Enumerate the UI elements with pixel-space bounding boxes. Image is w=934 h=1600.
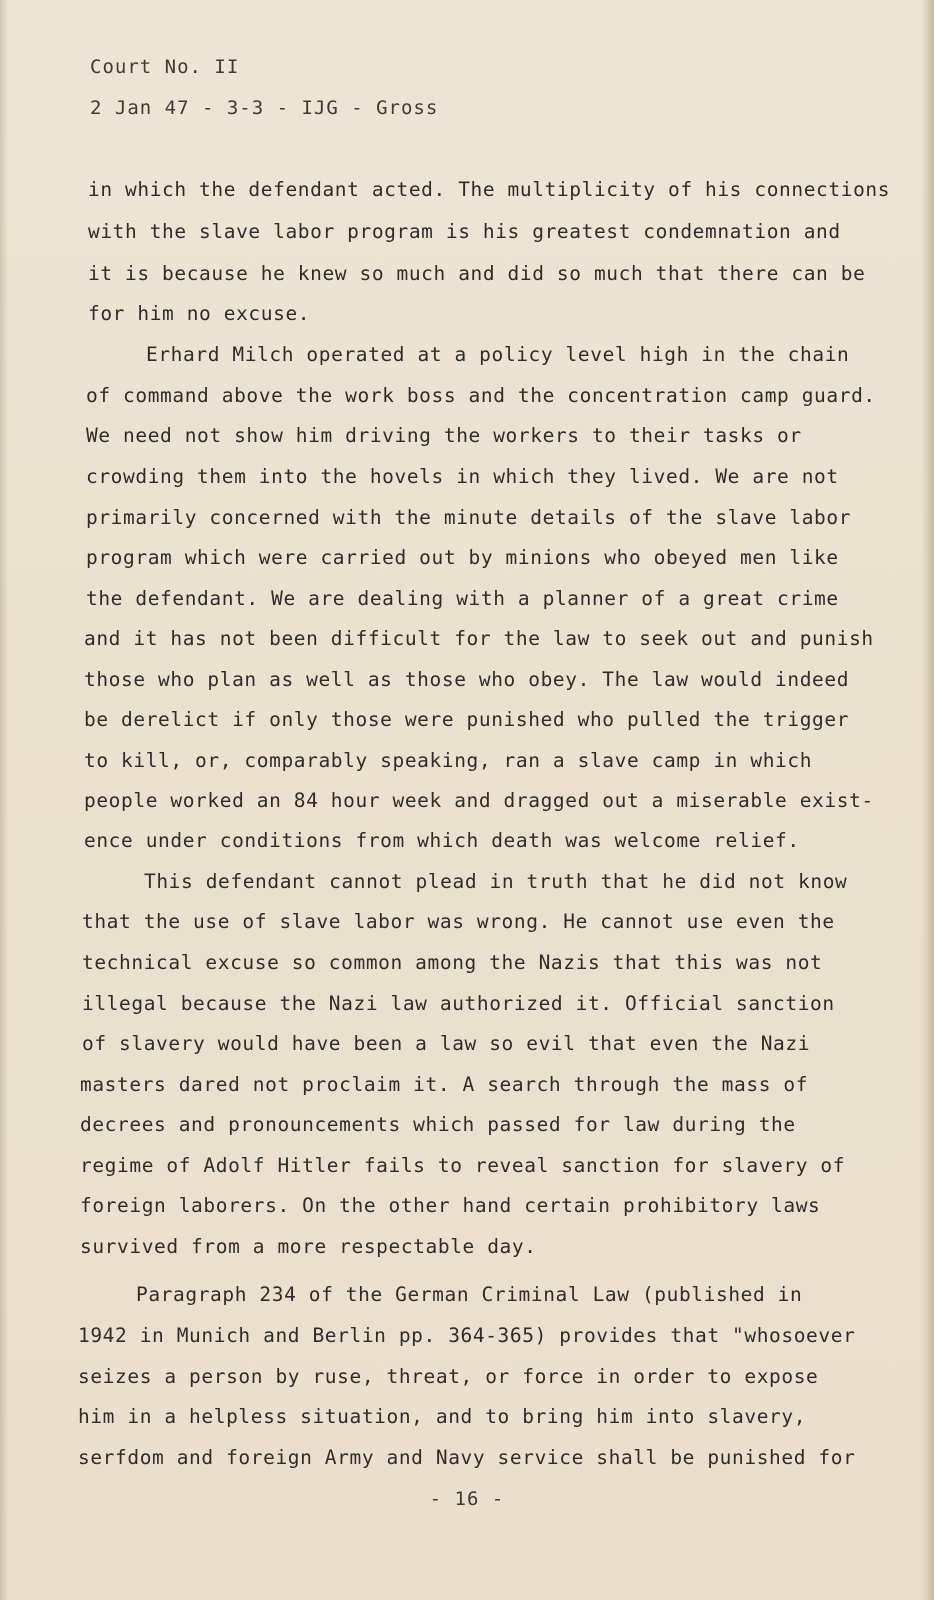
page-number: - 16 - bbox=[429, 1488, 505, 1510]
text-line: seizes a person by ruse, threat, or force in order to expose bbox=[78, 1365, 819, 1388]
text-line: technical excuse so common among the Nazis that this was not bbox=[82, 951, 823, 974]
text-line: with the slave labor program is his greatest condemnation and bbox=[88, 220, 841, 243]
text-line: of command above the work boss and the concentration camp guard. bbox=[86, 384, 876, 407]
text-line: that the use of slave labor was wrong. He cannot use even the bbox=[82, 910, 835, 933]
text-line: masters dared not proclaim it. A search through the mass of bbox=[80, 1073, 809, 1096]
text-line: him in a helpless situation, and to bring him into slavery, bbox=[78, 1405, 807, 1428]
text-line: those who plan as well as those who obey. The law would indeed bbox=[84, 668, 850, 691]
page-left-shadow bbox=[0, 0, 8, 1600]
session-header: 2 Jan 47 - 3-3 - IJG - Gross bbox=[90, 97, 439, 119]
text-line: the defendant. We are dealing with a planner of a great crime bbox=[86, 587, 839, 610]
text-line: This defendant cannot plead in truth that he did not know bbox=[144, 870, 848, 893]
text-line: foreign laborers. On the other hand certain prohibitory laws bbox=[80, 1194, 821, 1217]
text-line: regime of Adolf Hitler fails to reveal sanction for slavery of bbox=[80, 1154, 846, 1177]
text-line: for him no excuse. bbox=[88, 302, 311, 325]
text-line: decrees and pronouncements which passed for law during the bbox=[80, 1113, 796, 1136]
text-line: and it has not been difficult for the law to seek out and punish bbox=[84, 627, 874, 650]
text-line: Erhard Milch operated at a policy level high in the chain bbox=[146, 343, 850, 366]
text-line: crowding them into the hovels in which they lived. We are not bbox=[86, 465, 839, 488]
text-line: ence under conditions from which death was welcome relief. bbox=[84, 829, 800, 852]
text-line: to kill, or, comparably speaking, ran a slave camp in which bbox=[84, 749, 813, 772]
text-line: it is because he knew so much and did so much that there can be bbox=[88, 262, 866, 285]
text-line: people worked an 84 hour week and dragged out a miserable exist- bbox=[84, 789, 874, 812]
text-line: be derelict if only those were punished who pulled the trigger bbox=[84, 708, 850, 731]
text-line: Paragraph 234 of the German Criminal Law (published in bbox=[136, 1283, 803, 1306]
text-line: primarily concerned with the minute details of the slave labor bbox=[86, 506, 852, 529]
text-line: of slavery would have been a law so evil that even the Nazi bbox=[82, 1032, 811, 1055]
text-line: survived from a more respectable day. bbox=[80, 1235, 537, 1258]
text-line: serfdom and foreign Army and Navy service shall be punished for bbox=[78, 1446, 856, 1469]
text-line: illegal because the Nazi law authorized it. Official sanction bbox=[82, 992, 835, 1015]
text-line: in which the defendant acted. The multiplicity of his connections bbox=[88, 178, 891, 201]
text-line: 1942 in Munich and Berlin pp. 364-365) provides that "whosoever bbox=[78, 1324, 856, 1347]
court-header: Court No. II bbox=[90, 56, 240, 78]
page-right-edge bbox=[920, 0, 934, 1600]
text-line: program which were carried out by minions who obeyed men like bbox=[86, 546, 839, 569]
text-line: We need not show him driving the workers to their tasks or bbox=[86, 424, 802, 447]
